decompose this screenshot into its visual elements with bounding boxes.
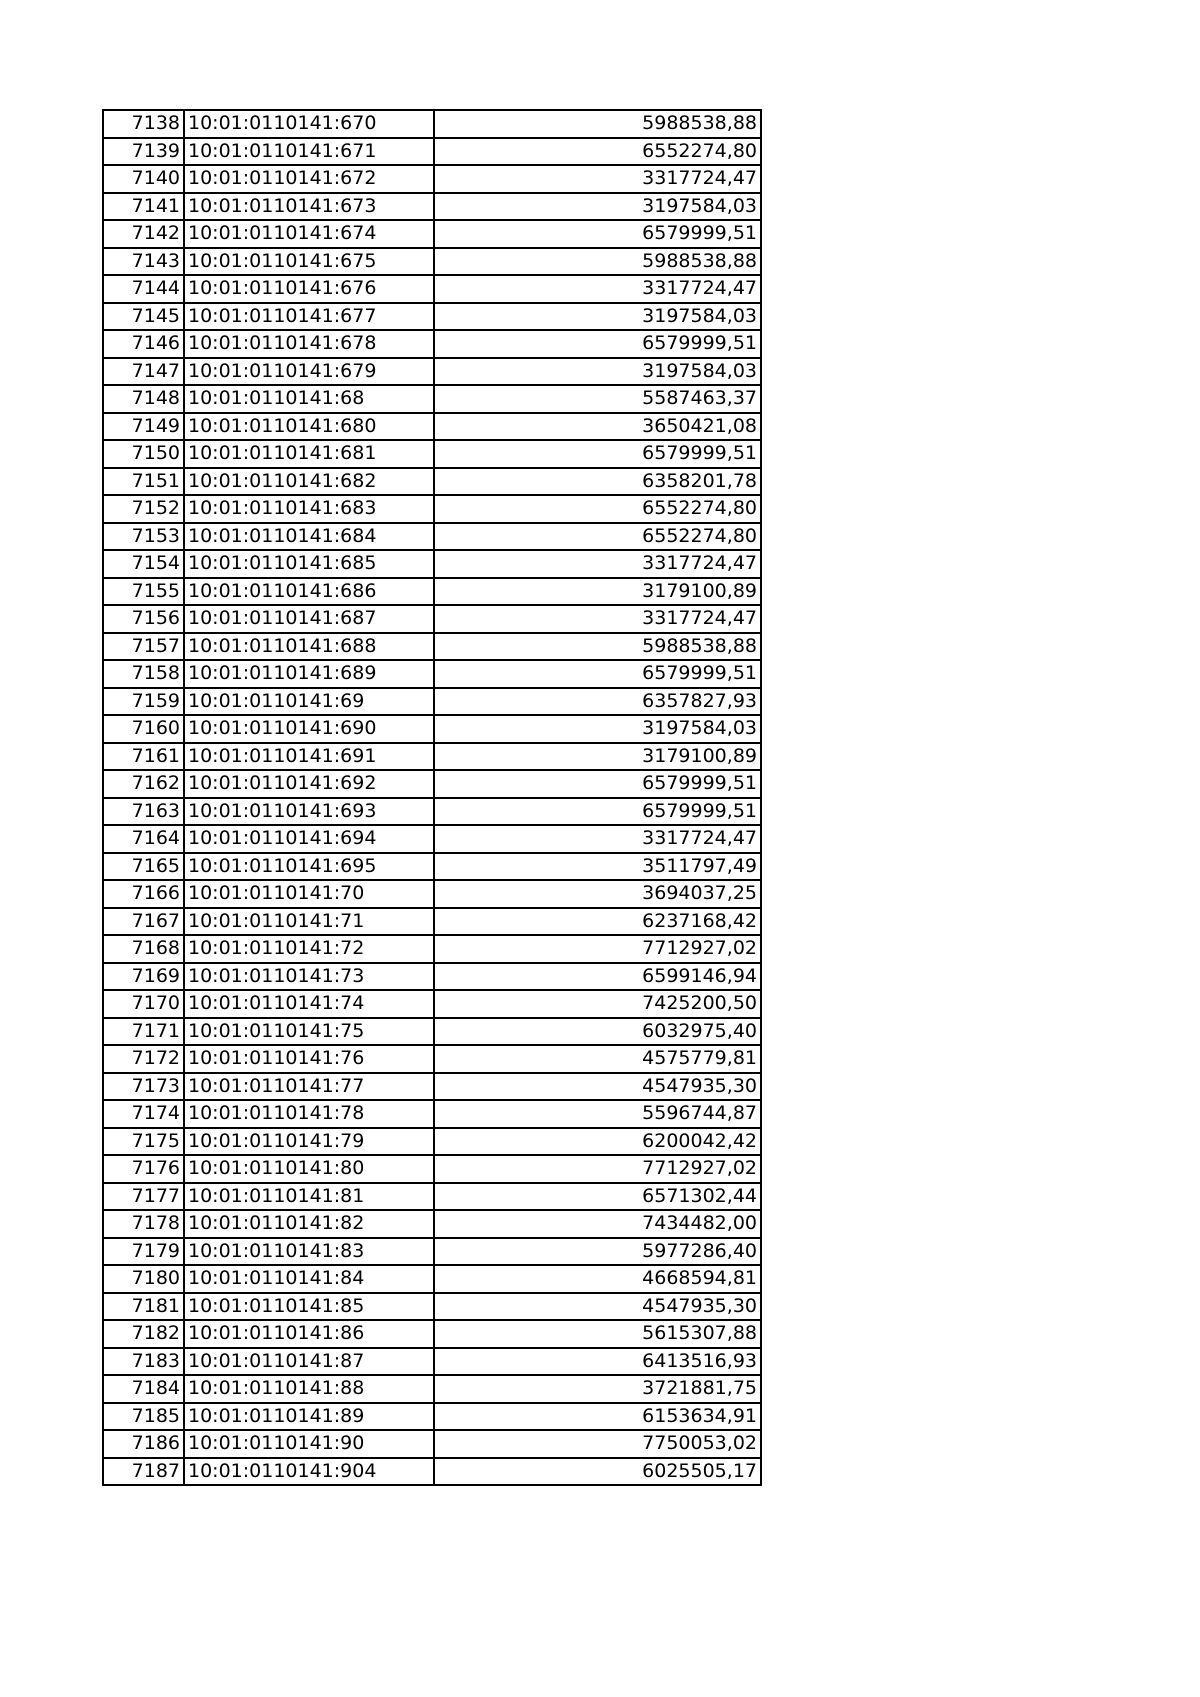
value-cell: 3179100,89 (434, 578, 761, 606)
cadastral-number-cell: 10:01:0110141:675 (184, 248, 434, 276)
cadastral-number-cell: 10:01:0110141:83 (184, 1238, 434, 1266)
value-cell: 6032975,40 (434, 1018, 761, 1046)
cadastral-number-cell: 10:01:0110141:684 (184, 523, 434, 551)
table-row (103, 1045, 761, 1073)
cadastral-number-cell: 10:01:0110141:676 (184, 275, 434, 303)
row-number-cell: 7157 (103, 633, 184, 661)
value-cell: 6579999,51 (434, 798, 761, 826)
row-number-cell: 7158 (103, 660, 184, 688)
value-cell: 3197584,03 (434, 715, 761, 743)
table-row (103, 440, 761, 468)
cadastral-number-cell: 10:01:0110141:671 (184, 138, 434, 166)
table-row (103, 1073, 761, 1101)
table-row (103, 330, 761, 358)
value-cell: 3317724,47 (434, 550, 761, 578)
table-row (103, 688, 761, 716)
cadastral-number-cell: 10:01:0110141:82 (184, 1210, 434, 1238)
table-row (103, 1293, 761, 1321)
cadastral-number-cell: 10:01:0110141:78 (184, 1100, 434, 1128)
cadastral-number-cell: 10:01:0110141:682 (184, 468, 434, 496)
cadastral-number-cell: 10:01:0110141:74 (184, 990, 434, 1018)
table-row (103, 385, 761, 413)
cadastral-number-cell: 10:01:0110141:673 (184, 193, 434, 221)
table-row (103, 1155, 761, 1183)
row-number-cell: 7153 (103, 523, 184, 551)
row-number-cell: 7169 (103, 963, 184, 991)
row-number-cell: 7180 (103, 1265, 184, 1293)
value-cell: 4575779,81 (434, 1045, 761, 1073)
value-cell: 6579999,51 (434, 440, 761, 468)
cadastral-number-cell: 10:01:0110141:683 (184, 495, 434, 523)
value-cell: 3650421,08 (434, 413, 761, 441)
row-number-cell: 7141 (103, 193, 184, 221)
value-cell: 6025505,17 (434, 1458, 761, 1486)
cadastral-number-cell: 10:01:0110141:680 (184, 413, 434, 441)
value-cell: 5988538,88 (434, 110, 761, 138)
row-number-cell: 7163 (103, 798, 184, 826)
row-number-cell: 7165 (103, 853, 184, 881)
table-row (103, 743, 761, 771)
cadastral-number-cell: 10:01:0110141:677 (184, 303, 434, 331)
value-cell: 3317724,47 (434, 165, 761, 193)
table-row (103, 1183, 761, 1211)
table-row (103, 798, 761, 826)
cadastral-number-cell: 10:01:0110141:694 (184, 825, 434, 853)
cadastral-number-cell: 10:01:0110141:80 (184, 1155, 434, 1183)
cadastral-number-cell: 10:01:0110141:79 (184, 1128, 434, 1156)
table-row (103, 660, 761, 688)
cadastral-number-cell: 10:01:0110141:76 (184, 1045, 434, 1073)
value-cell: 7425200,50 (434, 990, 761, 1018)
cadastral-number-cell: 10:01:0110141:71 (184, 908, 434, 936)
table-row (103, 1430, 761, 1458)
table-row (103, 468, 761, 496)
row-number-cell: 7183 (103, 1348, 184, 1376)
value-cell: 7712927,02 (434, 1155, 761, 1183)
cadastral-number-cell: 10:01:0110141:688 (184, 633, 434, 661)
row-number-cell: 7148 (103, 385, 184, 413)
table-row (103, 1320, 761, 1348)
value-cell: 3197584,03 (434, 303, 761, 331)
cadastral-number-cell: 10:01:0110141:75 (184, 1018, 434, 1046)
value-cell: 4668594,81 (434, 1265, 761, 1293)
cadastral-number-cell: 10:01:0110141:70 (184, 880, 434, 908)
value-cell: 6552274,80 (434, 138, 761, 166)
row-number-cell: 7175 (103, 1128, 184, 1156)
row-number-cell: 7187 (103, 1458, 184, 1486)
cadastral-number-cell: 10:01:0110141:90 (184, 1430, 434, 1458)
value-cell: 5615307,88 (434, 1320, 761, 1348)
value-cell: 3511797,49 (434, 853, 761, 881)
row-number-cell: 7156 (103, 605, 184, 633)
value-cell: 6579999,51 (434, 770, 761, 798)
value-cell: 5587463,37 (434, 385, 761, 413)
row-number-cell: 7138 (103, 110, 184, 138)
cadastral-number-cell: 10:01:0110141:685 (184, 550, 434, 578)
value-cell: 6237168,42 (434, 908, 761, 936)
cadastral-number-cell: 10:01:0110141:904 (184, 1458, 434, 1486)
value-cell: 5977286,40 (434, 1238, 761, 1266)
cadastral-number-cell: 10:01:0110141:690 (184, 715, 434, 743)
value-cell: 7750053,02 (434, 1430, 761, 1458)
cadastral-number-cell: 10:01:0110141:670 (184, 110, 434, 138)
table-row (103, 1210, 761, 1238)
row-number-cell: 7150 (103, 440, 184, 468)
row-number-cell: 7155 (103, 578, 184, 606)
value-cell: 3721881,75 (434, 1375, 761, 1403)
row-number-cell: 7164 (103, 825, 184, 853)
table-row (103, 303, 761, 331)
table-row (103, 825, 761, 853)
table-row (103, 550, 761, 578)
value-cell: 6200042,42 (434, 1128, 761, 1156)
cadastral-number-cell: 10:01:0110141:678 (184, 330, 434, 358)
value-cell: 6579999,51 (434, 220, 761, 248)
table-row (103, 715, 761, 743)
value-cell: 3317724,47 (434, 605, 761, 633)
value-cell: 6552274,80 (434, 523, 761, 551)
row-number-cell: 7186 (103, 1430, 184, 1458)
row-number-cell: 7171 (103, 1018, 184, 1046)
row-number-cell: 7177 (103, 1183, 184, 1211)
table-row (103, 880, 761, 908)
value-cell: 4547935,30 (434, 1073, 761, 1101)
row-number-cell: 7145 (103, 303, 184, 331)
value-cell: 3317724,47 (434, 275, 761, 303)
value-cell: 4547935,30 (434, 1293, 761, 1321)
value-cell: 6413516,93 (434, 1348, 761, 1376)
value-cell: 7712927,02 (434, 935, 761, 963)
table-row (103, 248, 761, 276)
value-cell: 6579999,51 (434, 330, 761, 358)
table-row (103, 110, 761, 138)
table-row (103, 413, 761, 441)
cadastral-number-cell: 10:01:0110141:691 (184, 743, 434, 771)
cadastral-number-cell: 10:01:0110141:84 (184, 1265, 434, 1293)
table-row (103, 963, 761, 991)
row-number-cell: 7181 (103, 1293, 184, 1321)
cadastral-number-cell: 10:01:0110141:87 (184, 1348, 434, 1376)
row-number-cell: 7170 (103, 990, 184, 1018)
value-cell: 7434482,00 (434, 1210, 761, 1238)
value-cell: 5596744,87 (434, 1100, 761, 1128)
value-cell: 3197584,03 (434, 358, 761, 386)
cadastral-number-cell: 10:01:0110141:88 (184, 1375, 434, 1403)
value-cell: 6357827,93 (434, 688, 761, 716)
table-row (103, 220, 761, 248)
cadastral-number-cell: 10:01:0110141:674 (184, 220, 434, 248)
cadastral-number-cell: 10:01:0110141:86 (184, 1320, 434, 1348)
table-row (103, 1348, 761, 1376)
cadastral-number-cell: 10:01:0110141:77 (184, 1073, 434, 1101)
table-row (103, 1265, 761, 1293)
row-number-cell: 7143 (103, 248, 184, 276)
value-cell: 6153634,91 (434, 1403, 761, 1431)
row-number-cell: 7144 (103, 275, 184, 303)
table-row (103, 275, 761, 303)
row-number-cell: 7179 (103, 1238, 184, 1266)
row-number-cell: 7174 (103, 1100, 184, 1128)
cadastral-number-cell: 10:01:0110141:85 (184, 1293, 434, 1321)
value-cell: 3694037,25 (434, 880, 761, 908)
data-table (102, 109, 762, 1486)
cadastral-number-cell: 10:01:0110141:72 (184, 935, 434, 963)
cadastral-number-cell: 10:01:0110141:695 (184, 853, 434, 881)
value-cell: 5988538,88 (434, 248, 761, 276)
cadastral-number-cell: 10:01:0110141:89 (184, 1403, 434, 1431)
row-number-cell: 7162 (103, 770, 184, 798)
table-row (103, 138, 761, 166)
value-cell: 3197584,03 (434, 193, 761, 221)
cadastral-number-cell: 10:01:0110141:686 (184, 578, 434, 606)
table-row (103, 1458, 761, 1486)
row-number-cell: 7166 (103, 880, 184, 908)
value-cell: 5988538,88 (434, 633, 761, 661)
cadastral-number-cell: 10:01:0110141:692 (184, 770, 434, 798)
value-cell: 6599146,94 (434, 963, 761, 991)
cadastral-number-cell: 10:01:0110141:69 (184, 688, 434, 716)
cadastral-number-cell: 10:01:0110141:73 (184, 963, 434, 991)
table-row (103, 523, 761, 551)
table-row (103, 495, 761, 523)
table-row (103, 1128, 761, 1156)
row-number-cell: 7173 (103, 1073, 184, 1101)
cadastral-number-cell: 10:01:0110141:68 (184, 385, 434, 413)
table-row (103, 358, 761, 386)
value-cell: 3317724,47 (434, 825, 761, 853)
row-number-cell: 7154 (103, 550, 184, 578)
table-row (103, 1403, 761, 1431)
table-row (103, 193, 761, 221)
value-cell: 6358201,78 (434, 468, 761, 496)
row-number-cell: 7147 (103, 358, 184, 386)
table-row (103, 1238, 761, 1266)
table-row (103, 770, 761, 798)
row-number-cell: 7167 (103, 908, 184, 936)
table-row (103, 1375, 761, 1403)
table-row (103, 908, 761, 936)
value-cell: 6571302,44 (434, 1183, 761, 1211)
table-row (103, 165, 761, 193)
cadastral-number-cell: 10:01:0110141:672 (184, 165, 434, 193)
row-number-cell: 7178 (103, 1210, 184, 1238)
row-number-cell: 7161 (103, 743, 184, 771)
table-row (103, 853, 761, 881)
row-number-cell: 7140 (103, 165, 184, 193)
cadastral-number-cell: 10:01:0110141:689 (184, 660, 434, 688)
cadastral-number-cell: 10:01:0110141:687 (184, 605, 434, 633)
table-row (103, 633, 761, 661)
row-number-cell: 7182 (103, 1320, 184, 1348)
table-row (103, 990, 761, 1018)
cadastral-number-cell: 10:01:0110141:81 (184, 1183, 434, 1211)
row-number-cell: 7146 (103, 330, 184, 358)
table-row (103, 605, 761, 633)
table-row (103, 935, 761, 963)
row-number-cell: 7152 (103, 495, 184, 523)
row-number-cell: 7168 (103, 935, 184, 963)
table-row (103, 578, 761, 606)
cadastral-number-cell: 10:01:0110141:681 (184, 440, 434, 468)
row-number-cell: 7160 (103, 715, 184, 743)
row-number-cell: 7172 (103, 1045, 184, 1073)
table-body (103, 110, 761, 1485)
row-number-cell: 7149 (103, 413, 184, 441)
value-cell: 6579999,51 (434, 660, 761, 688)
table-row (103, 1100, 761, 1128)
row-number-cell: 7176 (103, 1155, 184, 1183)
cadastral-number-cell: 10:01:0110141:693 (184, 798, 434, 826)
row-number-cell: 7185 (103, 1403, 184, 1431)
cadastral-number-cell: 10:01:0110141:679 (184, 358, 434, 386)
value-cell: 6552274,80 (434, 495, 761, 523)
row-number-cell: 7184 (103, 1375, 184, 1403)
row-number-cell: 7139 (103, 138, 184, 166)
row-number-cell: 7159 (103, 688, 184, 716)
table-row (103, 1018, 761, 1046)
value-cell: 3179100,89 (434, 743, 761, 771)
row-number-cell: 7142 (103, 220, 184, 248)
row-number-cell: 7151 (103, 468, 184, 496)
